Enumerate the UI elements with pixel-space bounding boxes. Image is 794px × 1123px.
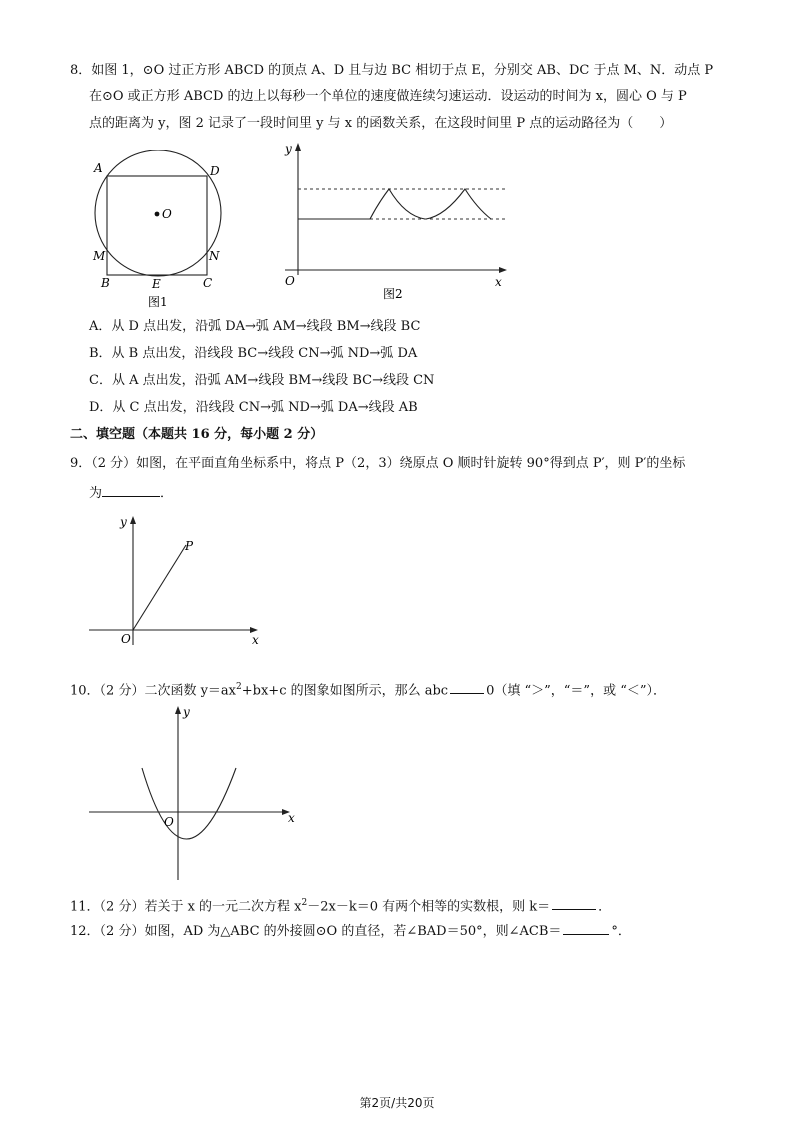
q11-line	[70, 894, 611, 916]
label-y: y	[120, 515, 127, 529]
q9-figure	[86, 510, 266, 650]
label-o: O	[164, 815, 174, 829]
label-p: P	[185, 539, 194, 553]
q8-option-b: B．从 B 点出发，沿线段 BC→线段 CN→弧 ND→弧 DA	[89, 346, 418, 361]
q10-middle: +bx+c 的图象如图所示，那么 abc	[241, 683, 449, 699]
parabola	[142, 768, 236, 839]
q8-line-1: 8．如图 1，⊙O 过正方形 ABCD 的顶点 A、D 且与边 BC 相切于点 E，分别交 AB、DC 于点 M、N．动点 P	[70, 63, 714, 78]
label-y: y	[183, 705, 190, 719]
label-b: B	[101, 276, 110, 290]
q11-suffix: ．	[598, 899, 612, 915]
page-footer: 第2页/共20页	[359, 1096, 435, 1110]
q8-figure-2	[275, 140, 515, 305]
q12-line	[70, 920, 631, 941]
q8-line-2: 在⊙O 或正方形 ABCD 的边上以每秒一个单位的速度做连续匀速运动．设运动的时间为 x，圆心 O 与 P	[89, 89, 687, 104]
label-o: O	[121, 632, 131, 646]
fig2-caption: 图2	[383, 287, 403, 301]
q8-option-d: D．从 C 点出发，沿线段 CN→弧 ND→弧 DA→线段 AB	[89, 400, 418, 415]
q8-option-a: A．从 D 点出发，沿弧 DA→弧 AM→线段 BM→线段 BC	[89, 319, 421, 334]
y-axis-arrow	[175, 706, 181, 714]
q10-figure	[86, 700, 301, 885]
label-x: x	[495, 275, 502, 289]
center-point-o	[155, 212, 160, 217]
section-heading: 二、填空题（本题共 16 分，每小题 2 分）	[70, 427, 324, 442]
q8-figure-1	[85, 150, 235, 315]
q8-option-c: C．从 A 点出发，沿弧 AM→线段 BM→线段 BC→线段 CN	[89, 373, 435, 388]
label-d: D	[210, 164, 220, 178]
q12-suffix: °．	[611, 924, 631, 939]
label-o: O	[162, 207, 172, 221]
label-e: E	[152, 277, 161, 291]
q9-line-1: 9．（2 分）如图，在平面直角坐标系中，将点 P（2，3）绕原点 O 顺时针旋转 90°得到点 P′，则 P′的坐标	[70, 456, 686, 471]
function-curve	[298, 189, 491, 219]
y-axis-arrow	[130, 516, 136, 524]
label-n: N	[209, 249, 220, 263]
q9-suffix: ．	[160, 486, 174, 501]
square-abcd	[107, 176, 207, 275]
q11-answer-blank[interactable]	[552, 895, 596, 910]
x-axis-arrow	[499, 267, 507, 273]
label-x: x	[288, 811, 295, 825]
q10-line	[70, 678, 666, 700]
q9-line-2	[89, 482, 173, 503]
label-m: M	[93, 249, 106, 263]
q10-exponent: 2	[236, 682, 242, 692]
q10-prefix: 10．（2 分）二次函数 y＝ax	[70, 683, 237, 699]
q12-prefix: 12．（2 分）如图，AD 为△ABC 的外接圆⊙O 的直径，若∠BAD＝50°，则∠ACB＝	[70, 924, 562, 939]
fig1-caption: 图1	[148, 295, 168, 309]
q10-suffix: 0（填 “＞”，“＝”，或 “＜”）．	[486, 683, 667, 699]
q8-line-3: 点的距离为 y，图 2 记录了一段时间里 y 与 x 的函数关系，在这段时间里 P 点的运动路径为（ ）	[89, 116, 673, 131]
label-c: C	[203, 276, 213, 290]
q9-answer-blank[interactable]	[102, 482, 160, 497]
q11-prefix: 11．（2 分）若关于 x 的一元二次方程 x	[70, 899, 302, 915]
q11-middle: －2x－k＝0 有两个相等的实数根，则 k＝	[307, 899, 551, 915]
q12-answer-blank[interactable]	[563, 920, 609, 935]
label-a: A	[94, 161, 103, 175]
label-o: O	[285, 274, 295, 288]
segment-op	[133, 545, 186, 630]
y-axis-arrow	[295, 143, 301, 151]
label-x: x	[252, 633, 259, 647]
q11-exponent: 2	[301, 898, 308, 908]
q9-prefix: 为	[89, 486, 103, 501]
label-y: y	[285, 142, 292, 156]
q10-answer-blank[interactable]	[450, 679, 484, 694]
